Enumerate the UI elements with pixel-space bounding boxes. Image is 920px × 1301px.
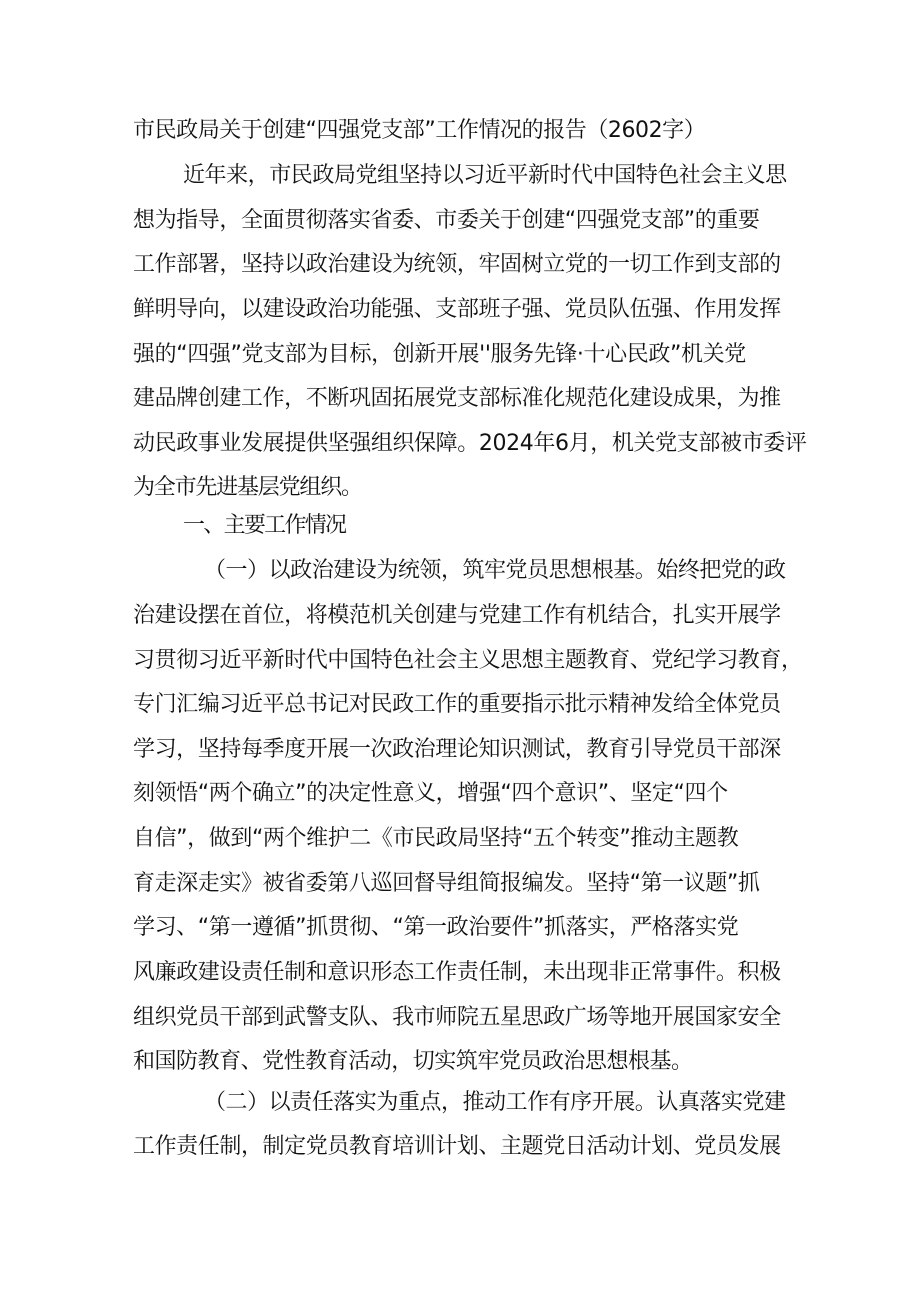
paragraph-line: 学习、“第一遵循”抓贯彻、“第一政治要件”抓落实，严格落实党	[133, 915, 739, 940]
paragraph-line: 专门汇编习近平总书记对民政工作的重要指示批示精神发给全体党员	[133, 692, 781, 717]
paragraph-line: 习贯彻习近平新时代中国特色社会主义思想主题教育、党纪学习教育，	[133, 648, 803, 673]
paragraph-line: 育走深走实》被省委第八巡回督导组简报编发。坚持“第一议题”抓	[133, 871, 760, 896]
paragraph-line: 和国防教育、党性教育活动，切实筑牢党员政治思想根基。	[133, 1049, 693, 1074]
intro-line: 想为指导，全面贯彻落实省委、市委关于创建“四强党支部”的重要	[133, 208, 760, 233]
intro-line: 动民政事业发展提供坚强组织保障。2024年6月，机关党支部被市委评	[133, 431, 807, 456]
paragraph-line: 学习，坚持每季度开展一次政治理论知识测试，教育引导党员干部深	[133, 737, 781, 762]
paragraph-line: 风廉政建设责任制和意识形态工作责任制，未出现非正常事件。积极	[133, 960, 781, 985]
paragraph-line: 工作责任制，制定党员教育培训计划、主题党日活动计划、党员发展	[133, 1134, 781, 1159]
intro-line: 建品牌创建工作，不断巩固拓展党支部标准化规范化建设成果，为推	[133, 386, 781, 411]
paragraph-line: （二）以责任落实为重点，推动工作有序开展。认真落实党建	[204, 1090, 786, 1115]
paragraph-line: 刻领悟“两个确立”的决定性意义，增强“四个意识”、坚定“四个	[133, 781, 728, 806]
document-title: 市民政局关于创建“四强党支部”工作情况的报告（2602字）	[133, 118, 706, 143]
intro-line: 鲜明导向，以建设政治功能强、支部班子强、党员队伍强、作用发挥	[133, 297, 781, 322]
intro-line: 为全市先进基层党组织。	[133, 475, 362, 500]
paragraph-line: 组织党员干部到武警支队、我市师院五星思政广场等地开展国家安全	[133, 1005, 781, 1030]
intro-line: 近年来，市民政局党组坚持以习近平新时代中国特色社会主义思	[183, 163, 787, 188]
paragraph-line: 治建设摆在首位，将模范机关创建与党建工作有机结合，扎实开展学	[133, 603, 781, 628]
section-heading: 一、主要工作情况	[183, 513, 346, 538]
paragraph-line: （一）以政治建设为统领，筑牢党员思想根基。始终把党的政	[204, 558, 786, 583]
intro-line: 强的“四强”党支部为目标，创新开展''服务先锋·十心民政”机关党	[133, 342, 746, 367]
paragraph-line: 自信”，做到“两个维护二《市民政局坚持“五个转变”推动主题教	[133, 826, 739, 851]
intro-line: 工作部署，坚持以政治建设为统领，牢固树立党的一切工作到支部的	[133, 252, 781, 277]
